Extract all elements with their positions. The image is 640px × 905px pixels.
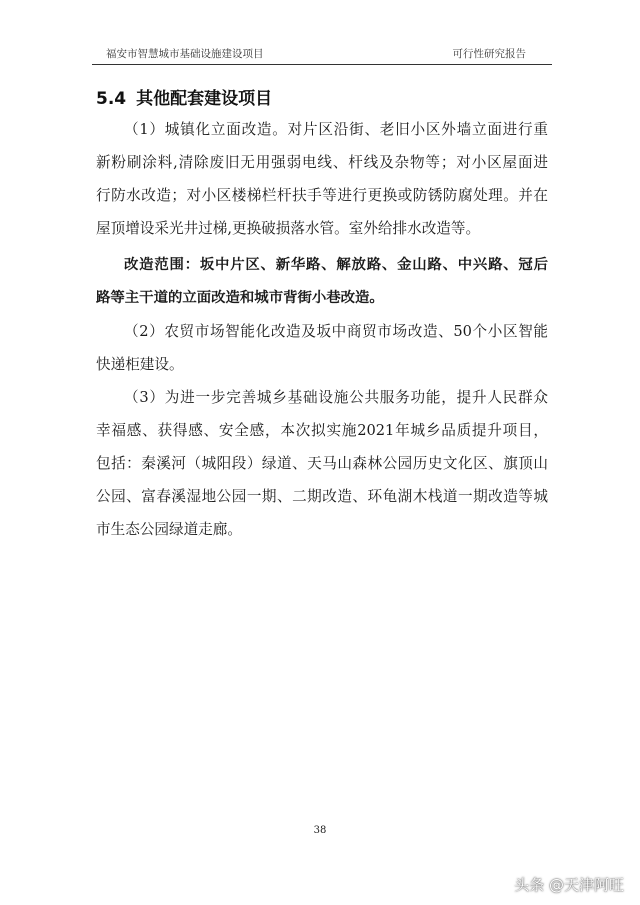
paragraph-2-line-1: 改造范围：坂中片区、新华路、解放路、金山路、中兴路、冠后: [124, 257, 548, 273]
page-header: [92, 40, 552, 65]
header-report-type: 可行性研究报告: [452, 48, 526, 60]
paragraph-1-line-2: 新粉刷涂料,清除废旧无用强弱电线、杆线及杂物等；对小区屋面进: [96, 154, 548, 171]
paragraph-4-line-3: 包括：秦溪河（城阳段）绿道、天马山森林公园历史文化区、旗顶山: [96, 455, 548, 472]
section-heading: [96, 84, 272, 109]
paragraph-4-line-5: 市生态公园绿道走廊。: [96, 521, 242, 538]
section-number: 5.4: [96, 89, 127, 109]
paragraph-4-line-4: 公园、富春溪湿地公园一期、二期改造、环龟湖木栈道一期改造等城: [96, 488, 548, 505]
paragraph-4-line-2: 幸福感、获得感、安全感，本次拟实施2021年城乡品质提升项目，: [96, 422, 548, 439]
watermark: 头条 @天津阿旺: [514, 876, 624, 894]
header-project-name: 福安市智慧城市基础设施建设项目: [106, 48, 264, 60]
paragraph-1-line-1: （1）城镇化立面改造。对片区沿街、老旧小区外墙立面进行重: [124, 121, 548, 138]
paragraph-3-line-2: 快递柜建设。: [96, 356, 184, 373]
page-number: 38: [313, 825, 327, 836]
paragraph-4-line-1: （3）为进一步完善城乡基础设施公共服务功能，提升人民群众: [124, 389, 548, 406]
paragraph-2-line-2: 路等主干道的立面改造和城市背街小巷改造。: [96, 290, 384, 306]
section-title-text: 其他配套建设项目: [136, 89, 273, 109]
paragraph-1-line-3: 行防水改造；对小区楼梯栏杆扶手等进行更换或防锈防腐处理。并在: [96, 187, 548, 204]
paragraph-1-line-4: 屋顶增设采光井过梯,更换破损落水管。室外给排水改造等。: [96, 220, 481, 237]
paragraph-3-line-1: （2）农贸市场智能化改造及坂中商贸市场改造、50个小区智能: [124, 323, 548, 340]
